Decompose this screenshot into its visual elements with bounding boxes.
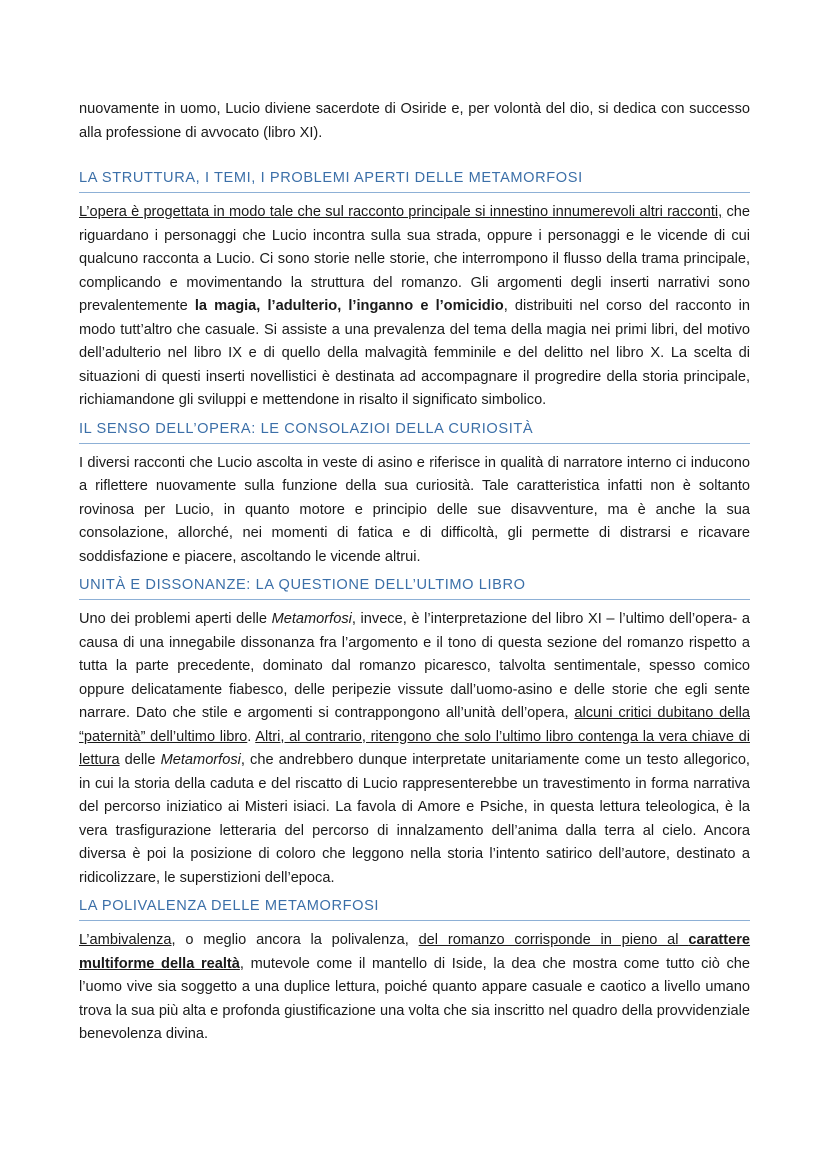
underlined-text: del romanzo corrisponde in pieno al bbox=[418, 932, 689, 948]
italic-title: Metamorfosi bbox=[160, 752, 241, 768]
paragraph-unita bbox=[79, 608, 750, 890]
section-heading-unita: UNITÀ E DISSONANZE: LA QUESTIONE DELL’ULTIMO LIBRO bbox=[79, 575, 750, 600]
italic-title: Metamorfosi bbox=[271, 611, 352, 627]
document-page bbox=[79, 98, 750, 1047]
underlined-text: Altri, al contrario, ritengono che solo l’ultimo libro contenga la vera chiave di lettura bbox=[79, 728, 750, 768]
paragraph-text: , invece, è l’interpretazione del libro XI – l’ultimo dell’opera- a causa di una innegabile dissonanza fra l’argomento e il tono di questa sezione del romanzo rispetto a tutta la parte precedente, dominato dal romanzo picaresco, talvolta sentimentale, spesso comico oppure delicatamente fiabesco, delle peripezie vissute dall’uomo-asino e delle storie che egli sente narrare. Dato che stile e argomenti si contrappongono all’unità dell’opera, bbox=[79, 611, 750, 721]
section-heading-struttura: LA STRUTTURA, I TEMI, I PROBLEMI APERTI DELLE METAMORFOSI bbox=[79, 168, 750, 193]
paragraph-text: delle bbox=[119, 752, 161, 768]
paragraph-text: . bbox=[247, 728, 256, 745]
intro-paragraph: nuovamente in uomo, Lucio diviene sacerdote di Osiride e, per volontà del dio, si dedica con successo alla professione di avvocato (libro XI). bbox=[79, 101, 750, 141]
underlined-text: L’opera è progettata in modo tale che sul racconto principale si innestino innumerevoli altri racconti, bbox=[79, 204, 723, 220]
paragraph-text: , che andrebbero dunque interpretate unitariamente come un testo allegorico, in cui la storia della caduta e del riscatto di Lucio rappresenterebbe un travestimento in forma narrativa del percorso iniziatico ai Misteri isiaci. La favola di Amore e Psiche, in questa lettura teleologica, è la vera trasfigurazione letteraria del percorso di innalzamento dell’anima dalla terra al cielo. Ancora diversa è poi la posizione di coloro che leggono nella storia l’intento satirico dell’autore, destinato a ridicolizzare, le superstizioni dell’epoca. bbox=[79, 752, 750, 886]
underlined-text: L’ambivalenza bbox=[79, 932, 172, 948]
paragraph-polivalenza bbox=[79, 929, 750, 1047]
paragraph-text: , mutevole come il mantello di Iside, la dea che mostra come tutto ciò che l’uomo vive sia soggetto a una duplice lettura, poiché quanto appare casuale e caotico a livello umano trova la sua più alta e profonda giustificazione una volta che sia inscritto nel quadro della provvidenziale benevolenza divina. bbox=[79, 955, 751, 1042]
paragraph-text: , distribuiti nel corso del racconto in modo tutt’altro che casuale. Si assiste a una prevalenza del tema della magia nei primi libri, del motivo dell’adulterio nel libro IX e di quello della malvagità femminile e del delitto nel libro X. La scelta di situazioni di questi inserti novellistici è destinata ad accompagnare il progredire della storia principale, richiamandone gli sviluppi e mettendone in risalto il significato simbolico. bbox=[79, 298, 750, 408]
paragraph-text: Uno dei problemi aperti delle bbox=[79, 611, 272, 627]
section-heading-polivalenza: LA POLIVALENZA DELLE METAMORFOSI bbox=[79, 896, 750, 921]
bold-text: la magia, l’adulterio, l’inganno e l’omicidio bbox=[194, 298, 504, 314]
paragraph-text: , o meglio ancora la polivalenza, bbox=[171, 932, 419, 948]
paragraph-struttura bbox=[79, 201, 750, 413]
paragraph-text: che riguardano i personaggi che Lucio incontra sulla sua strada, oppure i personaggi e le vicende di cui qualcuno racconta a Lucio. Ci sono storie nelle storie, che interrompono il flusso della trama principale, complicando e movimentando la struttura del romanzo. Gli argomenti degli inserti narrativi sono prevalentemente bbox=[79, 204, 750, 314]
bold-underlined-text: carattere multiforme della realtà bbox=[79, 932, 751, 972]
section-heading-senso: IL SENSO DELL’OPERA: LE CONSOLAZIOI DELLA CURIOSITÀ bbox=[79, 419, 750, 444]
underlined-text: alcuni critici dubitano della “paternità” dell’ultimo libro bbox=[79, 705, 750, 745]
paragraph-senso: I diversi racconti che Lucio ascolta in veste di asino e riferisce in qualità di narratore interno ci inducono a riflettere nuovamente sulla funzione della sua curiosità. Tale caratteristica infatti non è soltanto rovinosa per Lucio, in quanto motore e principio delle sue disavventure, ma è anche la sua consolazione, allorché, nei momenti di fatica e di difficoltà, gli permette di distrarsi e ricavare soddisfazione e piacere, ascoltando le vicende altrui. bbox=[79, 454, 750, 565]
